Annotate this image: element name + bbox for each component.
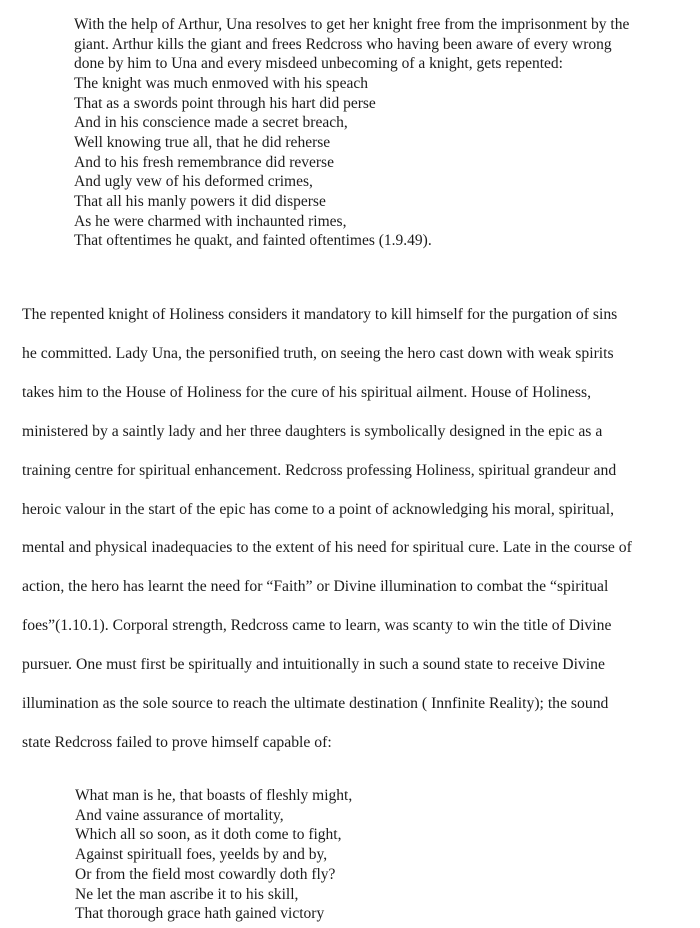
text-line: The repented knight of Holiness considers it mandatory to kill himself for the purgation of sins [22,306,618,323]
text-line: And vaine assurance of mortality, [75,806,284,824]
text-line: pursuer. One must first be spiritually and intuitionally in such a sound state to receive Divine [22,656,605,674]
closing-verse-quote [75,786,352,924]
text-line: The knight was much enmoved with his speach [74,74,369,92]
text-line: mental and physical inadequacies to the extent of his need for spiritual cure. Late in the course of [22,539,632,557]
body-paragraph [22,296,632,763]
text-line: foes”(1.10.1). Corporal strength, Redcross came to learn, was scanty to win the title of Divine [22,617,612,635]
text-line: That oftentimes he quakt, and fainted oftentimes (1.9.49). [74,232,432,250]
text-line: takes him to the House of Holiness for the cure of his spiritual ailment. House of Holiness, [22,383,592,401]
text-line: Which all so soon, as it doth come to fight, [75,826,342,844]
text-line: ministered by a saintly lady and her three daughters is symbolically designed in the epic as a [22,422,603,440]
text-line: giant. Arthur kills the giant and frees Redcross who having been aware of every wrong [74,35,612,53]
text-line: And to his fresh remembrance did reverse [74,153,334,171]
text-line: And in his conscience made a secret breach, [74,114,348,132]
text-line: training centre for spiritual enhancement. Redcross professing Holiness, spiritual grandeur and [22,461,617,479]
text-line: That thorough grace hath gained victory [75,905,325,923]
text-line: action, the hero has learnt the need for “Faith” or Divine illumination to combat the “spiritual [22,578,609,596]
text-line: That as a swords point through his hart did perse [74,94,376,112]
text-line: What man is he, that boasts of fleshly might, [75,787,353,804]
text-line: And ugly vew of his deformed crimes, [74,173,313,191]
text-line: he committed. Lady Una, the personified truth, on seeing the hero cast down with weak spirits [22,344,614,362]
text-line: As he were charmed with inchaunted rimes, [74,212,347,230]
text-line: Against spirituall foes, yeelds by and by, [75,846,328,864]
text-line: done by him to Una and every misdeed unbecoming of a knight, gets repented: [74,55,563,73]
text-line: Or from the field most cowardly doth fly? [75,865,336,883]
text-line: heroic valour in the start of the epic has come to a point of acknowledging his moral, spiritual, [22,500,615,518]
text-line: Ne let the man ascribe it to his skill, [75,885,299,903]
text-line: Well knowing true all, that he did reherse [74,133,331,151]
text-line: illumination as the sole source to reach the ultimate destination ( Innfinite Reality); the sound [22,695,609,713]
text-line: state Redcross failed to prove himself capable of: [22,733,332,751]
text-line: That all his manly powers it did disperse [74,192,326,210]
intro-paragraph-with-quote [74,15,629,251]
text-line: With the help of Arthur, Una resolves to get her knight free from the imprisonment by the [74,16,630,33]
